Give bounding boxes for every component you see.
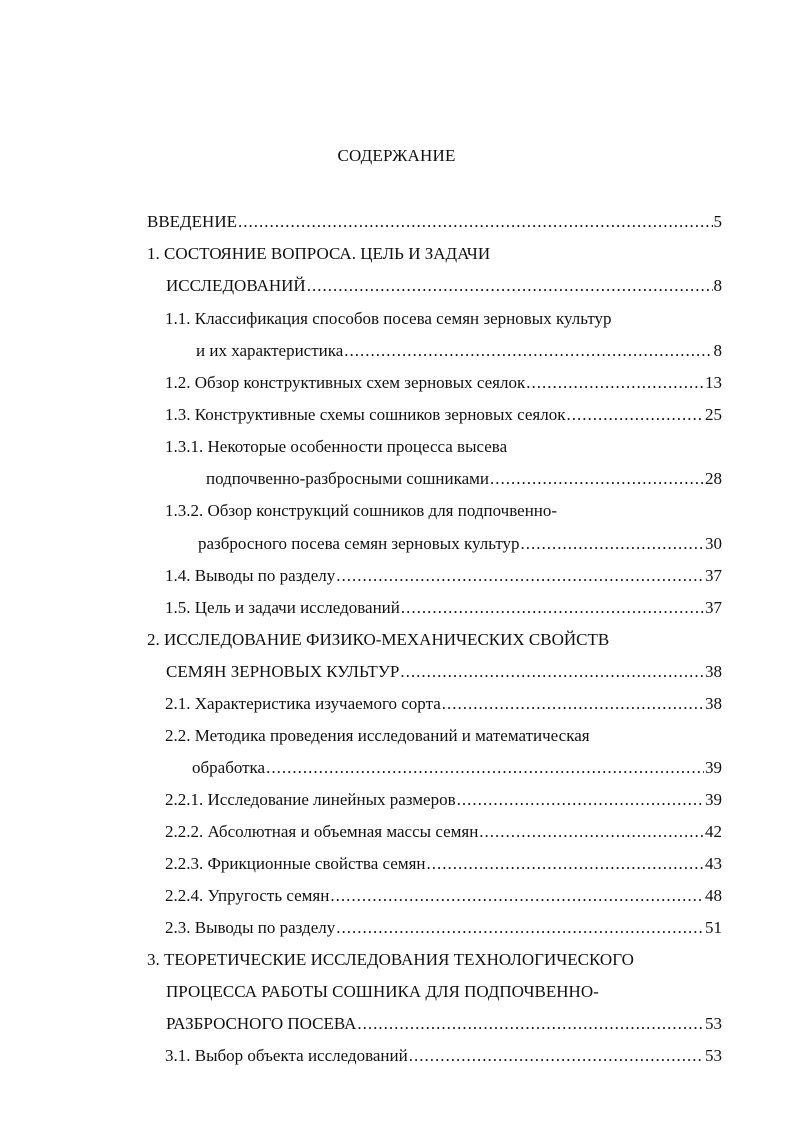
toc-entry: [166, 1009, 722, 1039]
toc-entry: [147, 239, 490, 269]
toc-leader-dots: [409, 1041, 704, 1071]
toc-entry-text: ПРОЦЕССА РАБОТЫ СОШНИКА ДЛЯ ПОДПОЧВЕННО-: [166, 982, 599, 1001]
toc-entry: [147, 945, 634, 975]
toc-entry-text: 2.2.3. Фрикционные свойства семян: [165, 854, 426, 873]
toc-entry-text: 1.1. Классификация способов посева семян зерновых культур: [165, 309, 612, 328]
toc-entry: [196, 336, 722, 366]
toc-entry-page: 39: [705, 790, 722, 809]
toc-leader-dots: [457, 785, 704, 815]
toc-entry-page: 8: [713, 341, 722, 360]
toc-entry-text: 1.3.1. Некоторые особенности процесса высева: [165, 437, 508, 456]
toc-entry-page: 13: [705, 373, 722, 392]
toc-entry: [165, 496, 557, 526]
toc-entry: [192, 753, 722, 783]
toc-entry-text: подпочвенно-разбросными сошниками: [206, 469, 490, 488]
toc-entry: [165, 561, 722, 591]
toc-entry: [165, 721, 590, 751]
toc-entry: [147, 207, 722, 237]
toc-entry: [165, 368, 722, 398]
toc-entry-text: 2.2.2. Абсолютная и объемная массы семян: [165, 822, 479, 841]
toc-entry-page: 51: [705, 918, 722, 937]
toc-entry-page: 39: [705, 758, 722, 777]
toc-entry: [165, 1041, 722, 1071]
toc-entry-text: обработка: [192, 758, 266, 777]
toc-entry-text: 2.2.4. Упругость семян: [165, 886, 330, 905]
toc-entry-text: ВВЕДЕНИЕ: [147, 212, 237, 231]
toc-leader-dots: [442, 689, 704, 719]
toc-leader-dots: [266, 753, 704, 783]
toc-entry-text: 2. ИССЛЕДОВАНИЕ ФИЗИКО-МЕХАНИЧЕСКИХ СВОЙСТВ: [147, 630, 610, 649]
toc-entry: [166, 657, 722, 687]
toc-leader-dots: [400, 657, 704, 687]
toc-leader-dots: [526, 368, 704, 398]
toc-entry-page: 42: [705, 822, 722, 841]
toc-entry-text: 1. СОСТОЯНИЕ ВОПРОСА. ЦЕЛЬ И ЗАДАЧИ: [147, 244, 491, 263]
toc-entry: [165, 432, 507, 462]
toc-entry-page: 43: [705, 854, 722, 873]
toc-entry-page: 38: [705, 662, 722, 681]
toc-entry-page: 5: [713, 212, 722, 231]
toc-entry: [165, 304, 612, 334]
toc-entry: [165, 817, 722, 847]
toc-entry: [165, 913, 722, 943]
toc-entry-text: ИССЛЕДОВАНИЙ: [166, 276, 306, 295]
toc-entry-page: 48: [705, 886, 722, 905]
page-title: СОДЕРЖАНИЕ: [337, 146, 456, 165]
toc-entry: [147, 625, 609, 655]
toc-entry-text: и их характеристика: [196, 341, 344, 360]
toc-leader-dots: [521, 529, 704, 559]
toc-leader-dots: [238, 207, 713, 237]
toc-leader-dots: [479, 817, 704, 847]
toc-leader-dots: [336, 913, 704, 943]
toc-entry: [165, 785, 722, 815]
toc-entry-page: 37: [705, 566, 722, 585]
toc-entry-text: 2.3. Выводы по разделу: [165, 918, 336, 937]
toc-entry: [166, 977, 599, 1007]
toc-entry-text: 1.3. Конструктивные схемы сошников зерновых сеялок: [165, 405, 566, 424]
toc-entry-page: 28: [705, 469, 722, 488]
toc-leader-dots: [344, 336, 712, 366]
toc-entry-page: 53: [705, 1014, 722, 1033]
toc-leader-dots: [427, 849, 705, 879]
toc-leader-dots: [567, 400, 705, 430]
toc-leader-dots: [307, 271, 713, 301]
toc-entry: [165, 881, 722, 911]
toc-entry-page: 8: [713, 276, 722, 295]
toc-entry-page: 38: [705, 694, 722, 713]
toc-entry-text: 3.1. Выбор объекта исследований: [165, 1046, 408, 1065]
toc-leader-dots: [330, 881, 704, 911]
toc-leader-dots: [401, 593, 704, 623]
toc-entry: [166, 271, 722, 301]
toc-entry: [165, 849, 722, 879]
toc-entry-text: 1.2. Обзор конструктивных схем зерновых сеялок: [165, 373, 526, 392]
toc-entry-text: разбросного посева семян зерновых культур: [198, 534, 520, 553]
toc-entry-text: 1.4. Выводы по разделу: [165, 566, 336, 585]
toc-entry-page: 37: [705, 598, 722, 617]
toc-entry: [165, 689, 722, 719]
toc-entry-text: 2.2. Методика проведения исследований и математическая: [165, 726, 590, 745]
toc-entry-text: СЕМЯН ЗЕРНОВЫХ КУЛЬТУР: [166, 662, 400, 681]
toc-entry: [198, 529, 722, 559]
toc-entry: [206, 464, 722, 494]
toc-leader-dots: [357, 1009, 704, 1039]
toc-entry-text: РАЗБРОСНОГО ПОСЕВА: [166, 1014, 357, 1033]
toc-entry-page: 25: [705, 405, 722, 424]
toc-leader-dots: [336, 561, 704, 591]
toc-entry-page: 30: [705, 534, 722, 553]
toc-entry-text: 2.2.1. Исследование линейных размеров: [165, 790, 456, 809]
toc-entry-text: 1.3.2. Обзор конструкций сошников для подпочвенно-: [165, 501, 558, 520]
toc-entry-text: 3. ТЕОРЕТИЧЕСКИЕ ИССЛЕДОВАНИЯ ТЕХНОЛОГИЧЕСКОГО: [147, 950, 634, 969]
toc-entry: [165, 400, 722, 430]
toc-entry-page: 53: [705, 1046, 722, 1065]
toc-entry-text: 2.1. Характеристика изучаемого сорта: [165, 694, 441, 713]
toc-leader-dots: [490, 464, 704, 494]
toc-entry: [165, 593, 722, 623]
toc-entry-text: 1.5. Цель и задачи исследований: [165, 598, 400, 617]
